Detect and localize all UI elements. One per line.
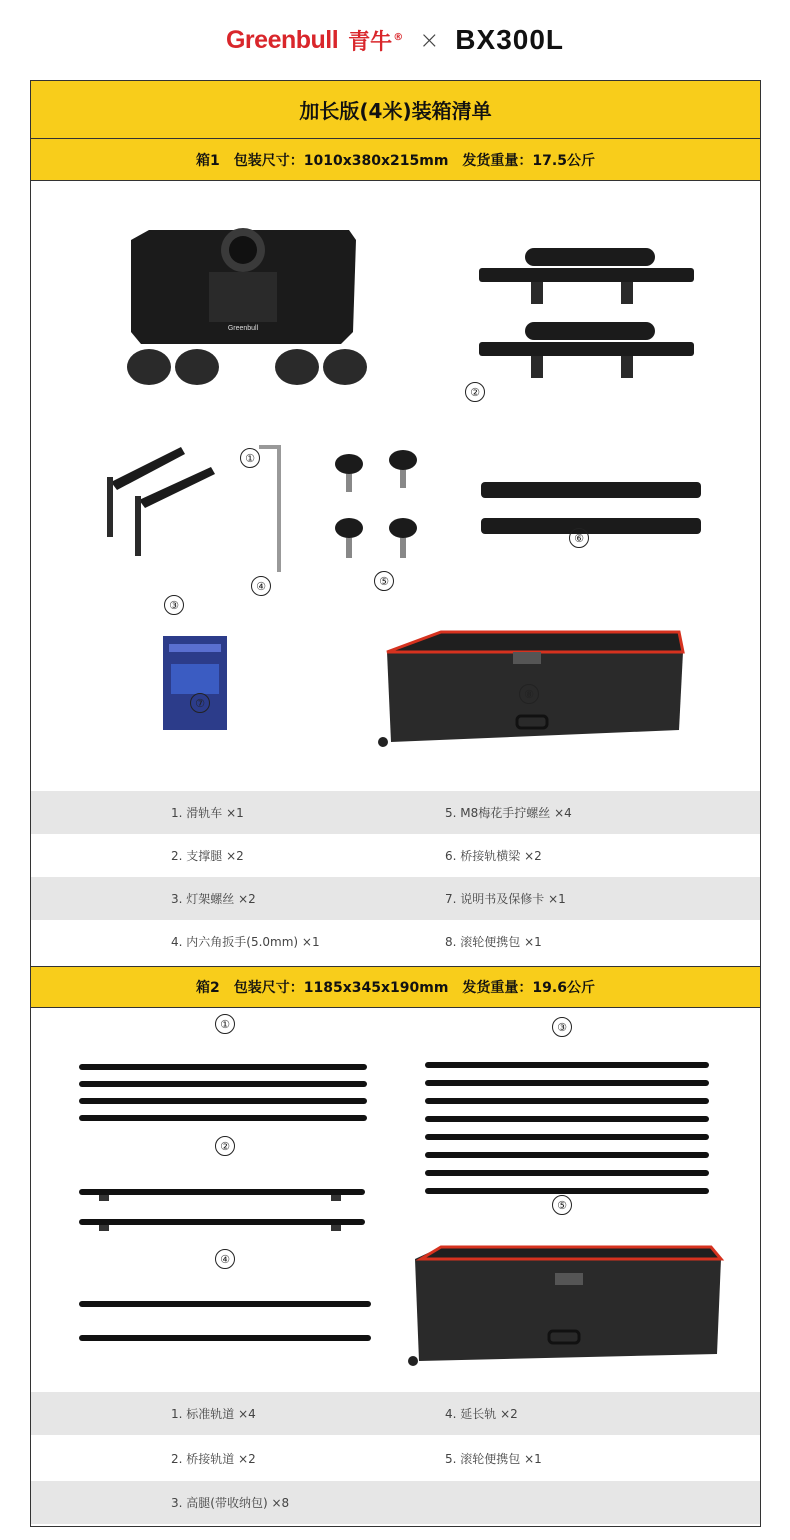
rail-tube bbox=[425, 1062, 709, 1068]
rail-tube bbox=[425, 1080, 709, 1086]
list-item: 2. 桥接轨道 ×2 bbox=[171, 1452, 256, 1466]
list-row bbox=[31, 834, 760, 877]
brand-logo-cn-text: 青牛 bbox=[348, 29, 393, 55]
registered-mark: ® bbox=[393, 32, 404, 44]
rail-tube bbox=[79, 1189, 365, 1195]
item-number-4: ④ bbox=[251, 576, 271, 596]
box1-photos bbox=[31, 182, 760, 790]
box1-product-illustration bbox=[31, 182, 760, 790]
list-row bbox=[31, 920, 760, 963]
support-leg bbox=[479, 268, 694, 282]
extension-rails-image bbox=[79, 1301, 371, 1341]
rail-tube bbox=[425, 1170, 709, 1176]
model-name: BX300L bbox=[455, 24, 565, 55]
item-number-3: ③ bbox=[552, 1017, 572, 1037]
brand-header bbox=[0, 0, 790, 80]
item-number-1: ① bbox=[240, 448, 260, 468]
dolly-wheel bbox=[127, 349, 171, 385]
rail-tube bbox=[425, 1152, 709, 1158]
item-number-2: ② bbox=[465, 382, 485, 402]
high-legs-image bbox=[425, 1062, 709, 1194]
bridge-rails-image bbox=[79, 1189, 365, 1231]
brand-logo-cn bbox=[348, 25, 403, 56]
rail-tube bbox=[79, 1301, 371, 1307]
list-row bbox=[31, 1392, 760, 1435]
item-number-6: ⑥ bbox=[569, 528, 589, 548]
bridge-beam bbox=[481, 482, 701, 498]
rail-tube bbox=[425, 1134, 709, 1140]
item-number-5: ⑤ bbox=[374, 571, 394, 591]
support-leg bbox=[479, 342, 694, 356]
box2-dims: 包装尺寸：1185x345x190mm bbox=[233, 980, 449, 996]
knob-screw bbox=[335, 518, 363, 538]
box2-item-list bbox=[31, 1392, 760, 1526]
list-item: 3. 高腿(带收纳包) ×8 bbox=[171, 1496, 290, 1510]
item-number-2: ② bbox=[215, 1136, 235, 1156]
page-title: 加长版(4米)装箱清单 bbox=[31, 81, 760, 139]
manual-image bbox=[163, 636, 227, 730]
rail-tube bbox=[79, 1081, 367, 1087]
dolly-image bbox=[127, 228, 367, 385]
list-item: 1. 标准轨道 ×4 bbox=[171, 1407, 256, 1421]
box1-item-list bbox=[31, 791, 760, 965]
list-row bbox=[31, 1437, 760, 1480]
item-number-7: ⑦ bbox=[190, 693, 210, 713]
box1-header bbox=[31, 139, 760, 181]
list-item: 4. 内六角扳手(5.0mm) ×1 bbox=[171, 935, 320, 949]
svg-text:Greenbull: Greenbull bbox=[227, 325, 259, 332]
dolly-wheel bbox=[323, 349, 367, 385]
list-item: 5. M8梅花手拧螺丝 ×4 bbox=[445, 806, 572, 820]
list-item: 7. 说明书及保修卡 ×1 bbox=[445, 892, 566, 906]
list-item: 4. 延长轨 ×2 bbox=[445, 1407, 518, 1421]
box2-product-illustration bbox=[31, 1009, 760, 1391]
packing-list-frame bbox=[30, 80, 761, 1527]
list-row bbox=[31, 877, 760, 920]
list-row bbox=[31, 791, 760, 834]
list-item: 5. 滚轮便携包 ×1 bbox=[445, 1452, 542, 1466]
list-item: 1. 滑轨车 ×1 bbox=[171, 806, 244, 820]
rail-tube bbox=[79, 1335, 371, 1341]
list-row bbox=[31, 1481, 760, 1524]
box2-photos bbox=[31, 1009, 760, 1391]
knob-screw bbox=[389, 450, 417, 470]
dolly-wheel bbox=[175, 349, 219, 385]
rail-tube bbox=[79, 1064, 367, 1070]
rail-tube bbox=[79, 1115, 367, 1121]
knob-screw bbox=[389, 518, 417, 538]
list-item: 3. 灯架螺丝 ×2 bbox=[171, 892, 256, 906]
rail-tube bbox=[425, 1098, 709, 1104]
list-item: 6. 桥接轨横梁 ×2 bbox=[445, 849, 542, 863]
knob-screw bbox=[335, 454, 363, 474]
bridge-beam bbox=[481, 518, 701, 534]
item-number-3: ③ bbox=[164, 595, 184, 615]
bridge-beams-image bbox=[481, 482, 701, 534]
hex-wrench-image bbox=[259, 447, 279, 572]
stand-screws-image bbox=[107, 447, 215, 556]
item-number-1: ① bbox=[215, 1014, 235, 1034]
brand-logo: Greenbull bbox=[225, 25, 339, 54]
knob-screws-image bbox=[335, 450, 417, 558]
hex-wrench bbox=[259, 447, 279, 572]
box1-name: 箱1 bbox=[196, 152, 220, 169]
list-item: 8. 滚轮便携包 ×1 bbox=[445, 935, 542, 949]
rail-tube bbox=[79, 1098, 367, 1104]
box1-dims: 包装尺寸：1010x380x215mm bbox=[233, 152, 449, 169]
item-number-8: ⑧ bbox=[519, 684, 539, 704]
cross-mark: × bbox=[419, 26, 440, 54]
standard-rails-image bbox=[79, 1064, 367, 1121]
rail-tube bbox=[79, 1219, 365, 1225]
list-item: 2. 支撑腿 ×2 bbox=[171, 849, 244, 863]
box1-weight: 发货重量：17.5公斤 bbox=[462, 152, 595, 169]
support-legs-image bbox=[479, 248, 694, 378]
rail-tube bbox=[425, 1116, 709, 1122]
box2-header bbox=[31, 966, 760, 1008]
box2-weight: 发货重量：19.6公斤 bbox=[462, 980, 595, 996]
item-number-4: ④ bbox=[215, 1249, 235, 1269]
item-number-5: ⑤ bbox=[552, 1195, 572, 1215]
dolly-wheel bbox=[275, 349, 319, 385]
rolling-bag-image bbox=[408, 1247, 721, 1366]
rail-tube bbox=[425, 1188, 709, 1194]
box2-name: 箱2 bbox=[196, 980, 220, 996]
